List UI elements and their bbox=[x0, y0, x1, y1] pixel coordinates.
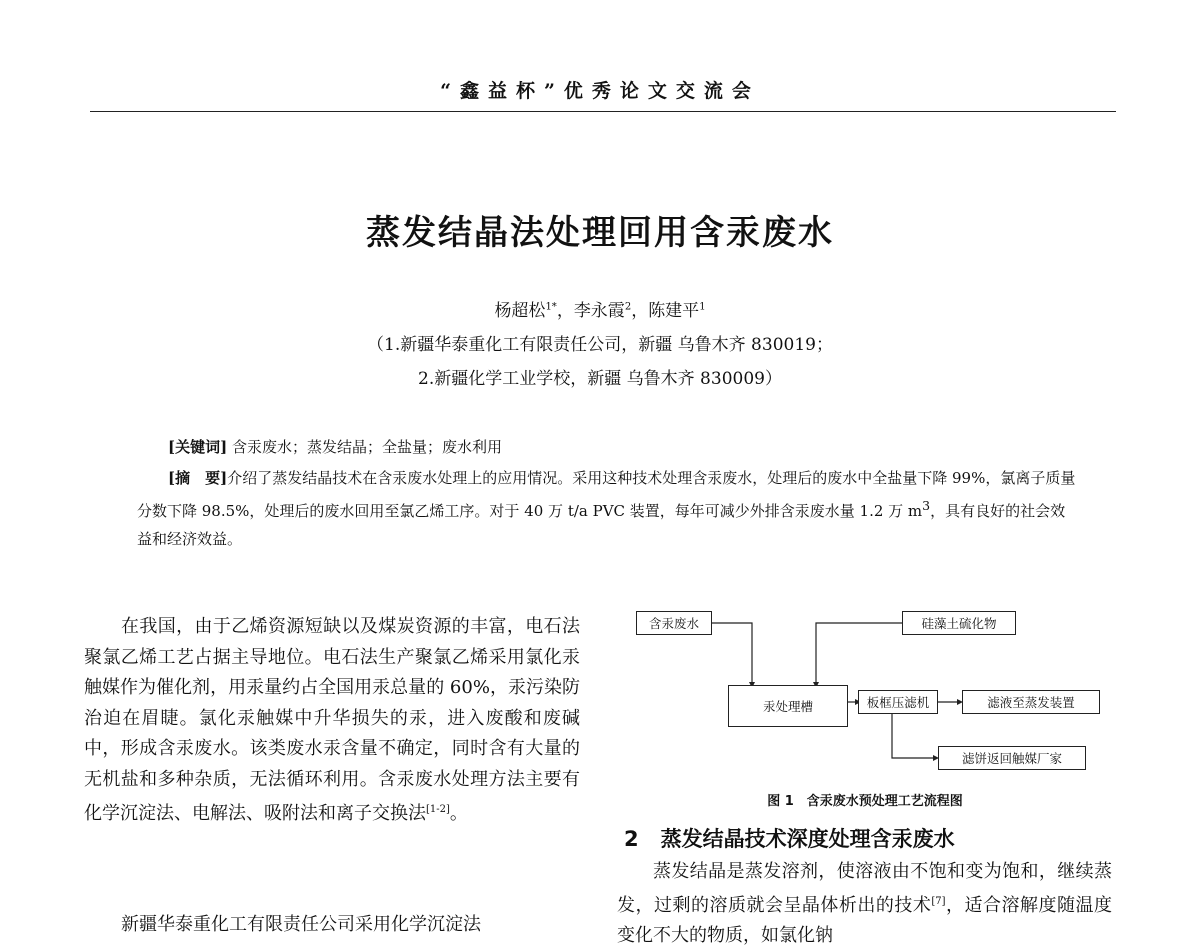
keywords-label: [关键词] bbox=[168, 438, 228, 456]
box-feed: 含汞废水 bbox=[636, 611, 712, 635]
section-number: 2 bbox=[624, 827, 639, 851]
keywords-text: 含汞废水；蒸发结晶；全盐量；废水利用 bbox=[231, 438, 502, 456]
body-text: 在我国，由于乙烯资源短缺以及煤炭资源的丰富，电石法聚氯乙烯工艺占据主导地位。电石法生产聚氯乙烯采用氯化汞触媒作为催化剂，用汞量约占全国用汞总量的 60%，汞污染防治迫在眉睫。氯化汞触媒中升华损失的汞，进入废酸和废碱中，形成含汞废水。该类废水汞含量不确定，同时含有大量的无机盐和多种杂质，无法循环利用。含汞废水处理方法主要有化学沉淀法、电解法、吸附法和离子交换法 bbox=[84, 616, 580, 824]
author-name: 陈建平 bbox=[648, 301, 700, 321]
connector-reagent-to-tank bbox=[816, 623, 902, 685]
header-rule bbox=[90, 111, 1116, 112]
abstract-text-end: ，具有良好的社会效益和经济效益。 bbox=[137, 502, 1066, 548]
abstract-text: 介绍了蒸发结晶技术在含汞废水处理上的应用情况。采用这种技术处理含汞废水，处理后的废水中全盐量下降 99%，氯离子质量分数下降 98.5%，处理后的废水回用至氯乙烯工序。对于 40 万 t/a PVC 装置，每年可减少外排含汞废水量 1.2 万 m bbox=[137, 469, 1076, 520]
section-heading bbox=[624, 823, 955, 853]
connector-feed-to-tank bbox=[712, 623, 752, 685]
box-tank: 汞处理槽 bbox=[728, 685, 848, 727]
abstract bbox=[137, 464, 1077, 553]
keywords bbox=[168, 436, 502, 457]
box-reagent: 硅藻土硫化物 bbox=[902, 611, 1016, 635]
body-paragraph-1 bbox=[84, 612, 580, 830]
running-header: “鑫益杯”优秀论文交流会 bbox=[440, 80, 760, 102]
box-filter: 板框压滤机 bbox=[858, 690, 938, 714]
body-text-end: 。 bbox=[449, 803, 468, 824]
author-sup: 2 bbox=[624, 301, 632, 313]
figure-caption: 图 1 含汞废水预处理工艺流程图 bbox=[767, 794, 963, 809]
author-sup: 1* bbox=[545, 301, 557, 313]
section-paragraph bbox=[617, 857, 1112, 951]
author-sup: 1 bbox=[699, 301, 706, 313]
abstract-unit-sup: 3 bbox=[922, 498, 931, 513]
affiliation-line-2: 2.新疆化学工业学校，新疆 乌鲁木齐 830009） bbox=[418, 369, 782, 389]
box-filtrate: 滤液至蒸发装置 bbox=[962, 690, 1100, 714]
author-name: 李永霞 bbox=[573, 301, 625, 321]
section-text-end: ，适合溶解度随温度变化不大的物质，如氯化钠 bbox=[617, 895, 1113, 946]
box-cake: 滤饼返回触媒厂家 bbox=[938, 746, 1086, 770]
flow-diagram bbox=[600, 600, 1130, 790]
authors: 杨超松$^{1*}$，李永霞$^2$，陈建平$^1$ bbox=[494, 301, 706, 321]
affiliation-line-1: （1.新疆华泰重化工有限责任公司，新疆 乌鲁木齐 830019； bbox=[367, 335, 833, 355]
citation: [7] bbox=[931, 896, 946, 907]
section-text: 蒸发结晶是蒸发溶剂，使溶液由不饱和变为饱和，继续蒸发，过剩的溶质就会呈晶体析出的技术 bbox=[617, 861, 1112, 916]
paper-title: 蒸发结晶法处理回用含汞废水 bbox=[366, 213, 834, 253]
citation: [1-2] bbox=[426, 804, 450, 815]
abstract-label: [摘 要] bbox=[168, 469, 228, 487]
author-name: 杨超松 bbox=[494, 301, 546, 321]
connector-filter-to-cake bbox=[892, 712, 936, 758]
body-paragraph-2: 新疆华泰重化工有限责任公司采用化学沉淀法 bbox=[121, 914, 481, 935]
section-title: 蒸发结晶技术深度处理含汞废水 bbox=[660, 827, 955, 851]
